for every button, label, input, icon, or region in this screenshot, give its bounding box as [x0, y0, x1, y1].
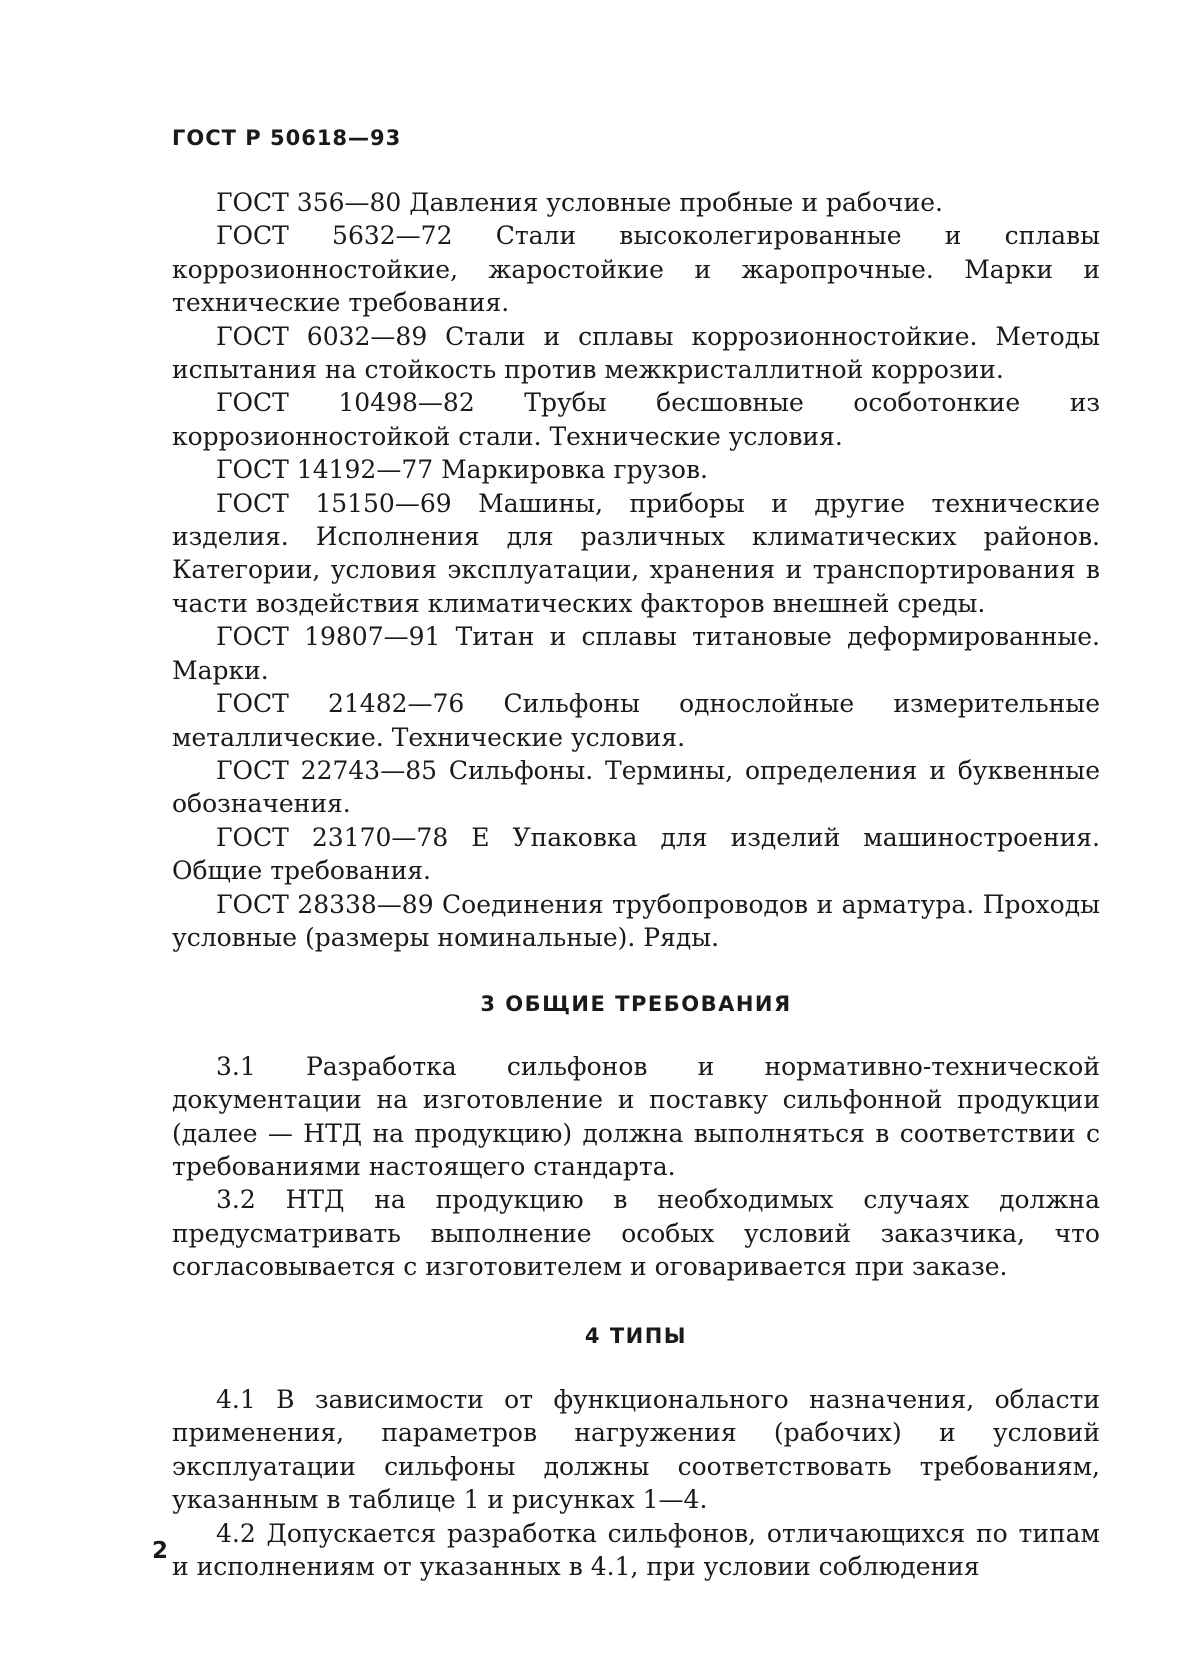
references-list	[172, 186, 1100, 954]
section-3-title: 3 ОБЩИЕ ТРЕБОВАНИЯ	[480, 992, 792, 1017]
section-3-paragraph: 3.1 Разработка сильфонов и нормативно-технической документации на изготовление и поставку сильфонной продукции (далее — НТД на продукцию) должна выполняться в соответствии с требованиями настоящего стандарта.	[172, 1051, 1100, 1181]
page-header-standard-id: ГОСТ Р 50618—93	[172, 126, 402, 150]
document-body	[172, 186, 1100, 1583]
section-4	[172, 1320, 1100, 1584]
reference-item: ГОСТ 22743—85 Сильфоны. Термины, определения и буквенные обозначения.	[172, 755, 1100, 819]
reference-item: ГОСТ 21482—76 Сильфоны однослойные измерительные металлические. Технические условия.	[172, 689, 1100, 752]
section-3	[172, 988, 1100, 1283]
reference-item: ГОСТ 28338—89 Соединения трубопроводов и арматура. Проходы условные (размеры номинальные). Ряды.	[172, 889, 1100, 952]
section-4-title: 4 ТИПЫ	[584, 1323, 688, 1348]
page-number: 2	[152, 1538, 169, 1564]
reference-item: ГОСТ 23170—78 Е Упаковка для изделий машиностроения. Общие требования.	[172, 822, 1100, 886]
reference-item: ГОСТ 15150—69 Машины, приборы и другие технические изделия. Исполнения для различных климатических районов. Категории, условия эксплуатации, хранения и транспортирования в части воздействия климатических факторов внешней среды.	[172, 488, 1100, 618]
reference-item: ГОСТ 10498—82 Трубы бесшовные особотонкие из коррозионностойкой стали. Технические условия.	[172, 388, 1100, 451]
reference-item: ГОСТ 356—80 Давления условные пробные и рабочие.	[216, 188, 943, 217]
reference-item: ГОСТ 6032—89 Стали и сплавы коррозионностойкие. Методы испытания на стойкость против межкристаллитной коррозии.	[172, 321, 1100, 385]
reference-item: ГОСТ 14192—77 Маркировка грузов.	[216, 455, 709, 485]
section-4-paragraph: 4.1 В зависимости от функционального назначения, области применения, параметров нагружения (рабочих) и условий эксплуатации сильфоны должны соответствовать требованиям, указанным в таблице 1 и рисунках 1—4.	[172, 1385, 1100, 1515]
reference-item: ГОСТ 5632—72 Стали высоколегированные и сплавы коррозионностойкие, жаростойкие и жаропрочные. Марки и технические требования.	[172, 221, 1100, 318]
section-3-paragraph: 3.2 НТД на продукцию в необходимых случаях должна предусматривать выполнение особых условий заказчика, что согласовывается с изготовителем и оговаривается при заказе.	[172, 1185, 1100, 1282]
reference-item: ГОСТ 19807—91 Титан и сплавы титановые деформированные. Марки.	[172, 622, 1100, 685]
section-4-paragraph: 4.2 Допускается разработка сильфонов, отличающихся по типам и исполнениям от указанных в 4.1, при условии соблюдения	[172, 1518, 1100, 1582]
